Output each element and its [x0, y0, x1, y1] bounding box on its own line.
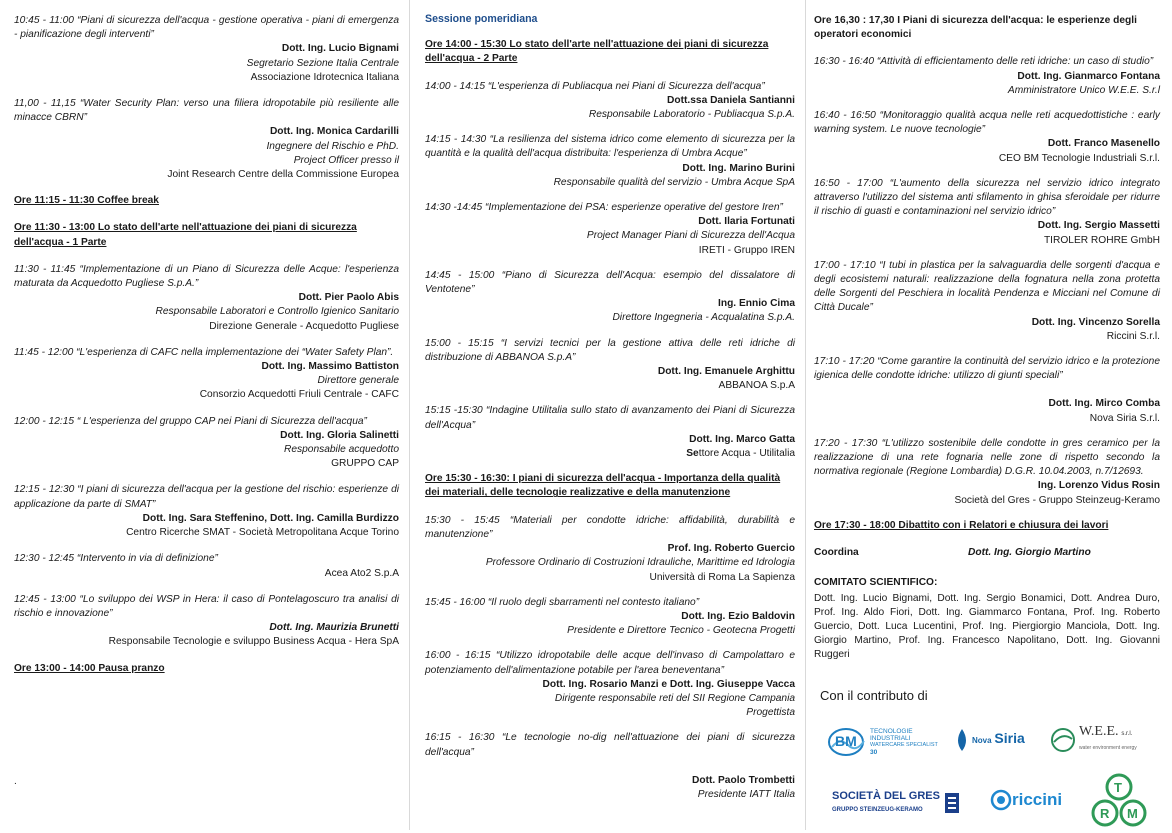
program-item	[14, 97, 399, 182]
speaker-organization: Direzione Generale - Acquedotto Pugliese	[209, 320, 399, 332]
speaker-name: Dott. Pier Paolo Abis	[298, 292, 399, 304]
speaker-organization: TIROLER ROHRE GmbH	[1043, 234, 1160, 246]
talk-title: 11:30 - 11:45 “Implementazione di un Piano di Sicurezza delle Acque: l'esperienza maturata da Acquedotto Pugliese S.p.A.”	[14, 263, 399, 290]
talk-title: 16:30 - 16:40 “Attività di efficientamento delle reti idriche: un caso di studio”	[814, 56, 1154, 68]
speaker-role: Responsabile acquedotto	[284, 444, 399, 456]
talk-title: 16:00 - 16:15 “Utilizzo idropotabile delle acque dell'invaso di Campolattaro e potenziamento dell'alimentazione potabile per l'area beneventana”	[425, 650, 795, 676]
speaker-name: Dott. Ilaria Fortunati	[698, 216, 795, 228]
speaker-role: Ingegnere del Rischio e PhD.	[266, 140, 399, 152]
speaker-organization: Responsabile Tecnologie e sviluppo Business Acqua - Hera SpA	[108, 636, 399, 648]
section-heading: Ore 17:30 - 18:00 Dibattito con i Relatori e chiusura dei lavori	[814, 519, 1109, 531]
wee-tagline: water environment energy	[1079, 744, 1137, 751]
speaker-name: Ing. Lorenzo Vidus Rosin	[1037, 480, 1160, 492]
trm-circles-icon	[1090, 773, 1148, 829]
spacer	[425, 760, 795, 774]
societa-del-gres-logo	[832, 789, 960, 817]
talk-title: 12:30 - 12:45 “Intervento in via di definizione”	[14, 553, 218, 565]
trm-letter-r: R	[1100, 805, 1110, 821]
program-item	[425, 201, 795, 258]
org-prefix: Se	[686, 448, 699, 460]
speaker-role: Presidente e Direttore Tecnico - Geotecna Progetti	[567, 625, 795, 637]
program-item	[425, 596, 795, 639]
program-item	[814, 109, 1160, 166]
program-column-late-afternoon	[806, 0, 1172, 830]
talk-title: 15:15 -15:30 “Indagine Utilitalia sullo stato di avanzamento dei Piani di Sicurezza dell'Acqua”	[425, 405, 795, 431]
speaker-name: Dott. Ing. Mirco Comba	[1048, 398, 1160, 410]
program-item	[14, 415, 399, 472]
speaker-name: Dott. Ing. Maurizia Brunetti	[269, 622, 399, 634]
bm-line-1: TECNOLOGIE	[870, 727, 913, 735]
program-item	[425, 514, 795, 585]
speaker-organization: IRETI - Gruppo IREN	[698, 244, 795, 256]
scientific-committee-title: COMITATO SCIENTIFICO:	[814, 577, 938, 589]
talk-title: 14:45 - 15:00 “Piano di Sicurezza dell'Acqua: esempio del dissalatore di Ventotene”	[425, 269, 795, 296]
speaker-role: Progettista	[746, 707, 795, 719]
speaker-role: Responsabile qualità del servizio - Umbra Acque SpA	[553, 176, 795, 188]
speaker-role: Responsabile Laboratori e Controllo Igienico Sanitario	[155, 306, 399, 318]
speaker-organization: Società del Gres - Gruppo Steinzeug-Keramo	[954, 494, 1160, 506]
speaker-role: Direttore Ingegneria - Acqualatina S.p.A.	[612, 312, 795, 324]
speaker-name: Dott. Ing. Ezio Baldovin	[681, 610, 795, 622]
talk-title: 17:10 - 17:20 “Come garantire la continuità del servizio idrico e la protezione igienica delle condotte idriche: utilizzo di giunti speciali”	[814, 356, 1160, 382]
speaker-role: Professore Ordinario di Costruzioni Idrauliche, Marittime ed Idrologia	[485, 557, 795, 569]
talk-title: 14:30 -14:45 “Implementazione dei PSA: esperienze operative del gestore Iren”	[425, 202, 783, 214]
program-item	[425, 337, 795, 394]
speaker-role: Segretario Sezione Italia Centrale	[246, 57, 399, 69]
speaker-name: Dott. Ing. Gianmarco Fontana	[1017, 70, 1160, 82]
nova-word: Nova	[972, 736, 992, 746]
talk-title: 14:15 - 14:30 “La resilienza del sistema idrico come elemento di sicurezza per la quantità e la qualità dell'acqua distribuita: l'esperienza di Umbra Acque”	[425, 134, 795, 160]
trailing-dot: .	[14, 776, 17, 787]
bm-tecnologie-logo	[826, 725, 938, 759]
speaker-name: Dott. Ing. Sara Steffenino, Dott. Ing. Camilla Burdizzo	[142, 512, 399, 524]
speaker-organization: Riccini S.r.l.	[1106, 330, 1160, 342]
talk-title: 12:00 - 12:15 “ L'esperienza del gruppo CAP nei Piani di Sicurezza dell'acqua”	[14, 415, 367, 427]
program-item	[814, 55, 1160, 98]
speaker-organization: ABBANOA S.p.A	[718, 380, 795, 392]
bm-wave-icon	[826, 725, 868, 759]
program-item	[14, 552, 399, 580]
speaker-name: Dott. Paolo Trombetti	[691, 774, 795, 786]
wee-name: W.E.E.	[1079, 723, 1119, 739]
siria-word: Siria	[994, 730, 1025, 747]
section-header: Ore 16,30 : 17,30 I Piani di sicurezza dell'acqua: le esperienze degli operatori economici	[814, 15, 1137, 41]
gres-emblem-icon	[944, 792, 960, 814]
speaker-role: Dirigente responsabile reti del SII Regione Campania	[554, 692, 795, 704]
section-heading: Ore 15:30 - 16:30: I piani di sicurezza dell'acqua - Importanza della qualità dei materiali, delle tecnologie realizzative e della manutenzione	[425, 473, 781, 499]
trm-letter-m: M	[1127, 805, 1138, 821]
speaker-organization: GRUPPO CAP	[331, 458, 399, 470]
riccini-name: riccini	[1012, 789, 1063, 809]
speaker-name: Dott.ssa Daniela Santianni	[667, 94, 795, 106]
section-heading: Ore 13:00 - 14:00 Pausa pranzo	[14, 662, 165, 674]
gres-subtitle: GRUPPO STEINZEUG-KERAMO	[832, 806, 923, 813]
program-item	[425, 133, 795, 190]
coordinator-label: Coordina	[814, 547, 859, 559]
speaker-name: Prof. Ing. Roberto Guercio	[667, 543, 795, 555]
talk-title: 12:45 - 13:00 “Lo sviluppo dei WSP in Hera: il caso di Pontelagoscuro tra analisi di rischio e innovazione”	[14, 593, 399, 619]
talk-title: 11,00 - 11,15 “Water Security Plan: verso una filiera idropotabile più resiliente alle minacce CBRN”	[14, 98, 399, 124]
speaker-organization: CEO BM Tecnologie Industriali S.r.l.	[998, 152, 1160, 164]
talk-title: 12:15 - 12:30 “I piani di sicurezza dell'acqua per la gestione del rischio: esperienze di applicazione da parte di SMAT”	[14, 484, 399, 510]
program-item	[425, 269, 795, 326]
nova-siria-logo	[952, 727, 1025, 753]
talk-title: 17:20 - 17:30 “L'utilizzo sostenibile delle condotte in gres ceramico per la realizzazione di una rete fognaria nelle zone di rispetto secondo la normativa regionale (Regione Lombardia) D.G.R. 10.04.2003, n.7/12693.	[814, 437, 1160, 478]
riccini-logo	[990, 787, 1062, 813]
speaker-organization: Nova Siria S.r.l.	[1089, 412, 1160, 424]
section-heading: Ore 11:30 - 13:00 Lo stato dell'arte nell'attuazione dei piani di sicurezza dell'acqua - 1 Parte	[14, 222, 357, 248]
program-item	[425, 731, 795, 802]
spacer	[814, 383, 1160, 397]
speaker-name: Dott. Ing. Sergio Massetti	[1037, 220, 1160, 232]
speaker-organization: Università di Roma La Sapienza	[649, 571, 795, 583]
session-title: Sessione pomeridiana	[425, 13, 538, 25]
speaker-name: Dott. Ing. Emanuele Arghittu	[657, 366, 795, 378]
trm-letter-t: T	[1114, 779, 1122, 795]
speaker-organization: Associazione Idrotecnica Italiana	[250, 71, 399, 83]
coordinator-name: Dott. Ing. Giorgio Martino	[968, 547, 1091, 559]
org-rest: ttore Acqua - Utilitalia	[698, 448, 795, 460]
bm-line-3: WATERCARE SPECIALIST	[870, 741, 938, 748]
sponsor-logos	[814, 703, 1160, 833]
speaker-name: Dott. Ing. Marino Burini	[682, 162, 795, 174]
scientific-committee-members: Dott. Ing. Lucio Bignami, Dott. Ing. Sergio Bonamici, Dott. Andrea Duro, Prof. Ing. Aldo Fiori, Dott. Ing. Giammarco Fontana, Prof. Ing. Roberto Guercio, Dott. Luca Lucentini, Prof. Ing. Piergiorgio Manciola, Dott. Ing. Giorgio Martino, Prof. Ing. Francesco Napolitano, Dott. Ing. Giovanni Ruggeri	[814, 592, 1160, 661]
talk-title: 15:30 - 15:45 “Materiali per condotte idriche: affidabilità, durabilità e manutenzione”	[425, 514, 795, 540]
talk-title: 16:15 - 16:30 “Le tecnologie no-dig nell'attuazione dei piani di sicurezza dell'acqua”	[425, 732, 795, 758]
gres-title: SOCIETÀ DEL GRES	[832, 789, 940, 802]
program-item	[425, 404, 795, 461]
wee-logo	[1050, 725, 1137, 755]
speaker-name: Dott. Ing. Marco Gatta	[689, 433, 795, 445]
riccini-swirl-icon	[990, 787, 1012, 813]
program-item	[14, 483, 399, 540]
sponsors-heading: Con il contributo di	[820, 687, 928, 703]
speaker-name: Ing. Ennio Cima	[718, 298, 795, 310]
talk-title: 10:45 - 11:00 “Piani di sicurezza dell'acqua - gestione operativa - piani di emergenza - pianificazione degli interventi”	[14, 15, 399, 41]
program-item	[814, 177, 1160, 248]
speaker-name: Dott. Ing. Rosario Manzi e Dott. Ing. Giuseppe Vacca	[542, 678, 795, 690]
speaker-role: Presidente IATT Italia	[697, 788, 795, 800]
nova-siria-drop-icon	[952, 727, 972, 753]
bm-year: 30	[870, 748, 878, 756]
talk-title: 16:40 - 16:50 “Monitoraggio qualità acqua nelle reti acquedottistiche : early warning system. Le nuove tecnologie”	[814, 110, 1160, 136]
speaker-name: Dott. Ing. Vincenzo Sorella	[1031, 316, 1160, 328]
program-item	[814, 437, 1160, 508]
program-item	[814, 355, 1160, 426]
bm-line-2: INDUSTRIALI	[870, 734, 911, 742]
speaker-organization: Consorzio Acquedotti Friuli Centrale - CAFC	[199, 389, 399, 401]
talk-title: 14:00 - 14:15 “L'esperienza di Publiacqua nei Piani di Sicurezza dell'acqua”	[425, 80, 765, 92]
program-item	[425, 80, 795, 123]
wee-srl: s.r.l.	[1121, 730, 1133, 737]
speaker-role: Responsabile Laboratorio - Publiacqua S.p.A.	[588, 109, 795, 121]
svg-text:BM: BM	[835, 732, 857, 749]
talk-title: 16:50 - 17:00 “L'aumento della sicurezza nel servizio idrico integrato attraverso l'utilizzo del sistema anti sfilamento in ghisa sferoidale per ridurre il rischio di guasti e contaminazioni nel servizio idrico”	[814, 177, 1160, 218]
speaker-name: Dott. Ing. Lucio Bignami	[281, 43, 399, 55]
section-heading: Ore 14:00 - 15:30 Lo stato dell'arte nell'attuazione dei piani di sicurezza dell'acqua - 2 Parte	[425, 39, 769, 65]
talk-title: 17:00 - 17:10 “I tubi in plastica per la salvaguardia delle sorgenti d'acqua e degli ecosistemi naturali: realizzazione della fognatura nella zona protetta delle Sorgenti del Peschiera in località Pendenza e Micciani nel Comune di Città Ducale”	[814, 259, 1160, 314]
program-item	[814, 259, 1160, 344]
speaker-organization: Acea Ato2 S.p.A	[324, 567, 399, 579]
speaker-role: Amministratore Unico W.E.E. S.r.l	[1007, 84, 1160, 96]
talk-title: 11:45 - 12:00 “L'esperienza di CAFC nella implementazione dei “Water Safety Plan”.	[14, 346, 394, 358]
speaker-name: Dott. Ing. Gloria Salinetti	[280, 429, 399, 441]
program-column-morning	[0, 0, 410, 830]
coordinator-row	[814, 546, 1160, 560]
program-item	[425, 649, 795, 720]
program-item	[14, 263, 399, 334]
program-column-afternoon	[410, 0, 806, 830]
program-item	[14, 593, 399, 650]
wee-globe-icon	[1050, 727, 1076, 753]
speaker-name: Dott. Ing. Monica Cardarilli	[269, 126, 399, 138]
speaker-organization: Centro Ricerche SMAT - Società Metropolitana Acque Torino	[126, 527, 399, 539]
program-item	[14, 14, 399, 85]
speaker-name: Dott. Ing. Massimo Battiston	[261, 361, 399, 373]
speaker-organization	[425, 447, 795, 461]
trm-logo	[1090, 773, 1148, 829]
section-heading: Ore 11:15 - 11:30 Coffee break	[14, 195, 159, 207]
speaker-organization: Joint Research Centre della Commissione Europea	[167, 169, 399, 181]
speaker-role: Project Officer presso il	[293, 154, 399, 166]
speaker-role: Project Manager Piani di Sicurezza dell'Acqua	[586, 230, 795, 242]
speaker-name: Dott. Franco Masenello	[1047, 138, 1160, 150]
program-item	[14, 346, 399, 403]
speaker-role: Direttore generale	[317, 375, 399, 387]
talk-title: 15:00 - 15:15 “I servizi tecnici per la gestione attiva delle reti idriche di distribuzione di ABBANOA S.p.A”	[425, 337, 795, 363]
talk-title: 15:45 - 16:00 “Il ruolo degli sbarramenti nel contesto italiano”	[425, 596, 700, 608]
